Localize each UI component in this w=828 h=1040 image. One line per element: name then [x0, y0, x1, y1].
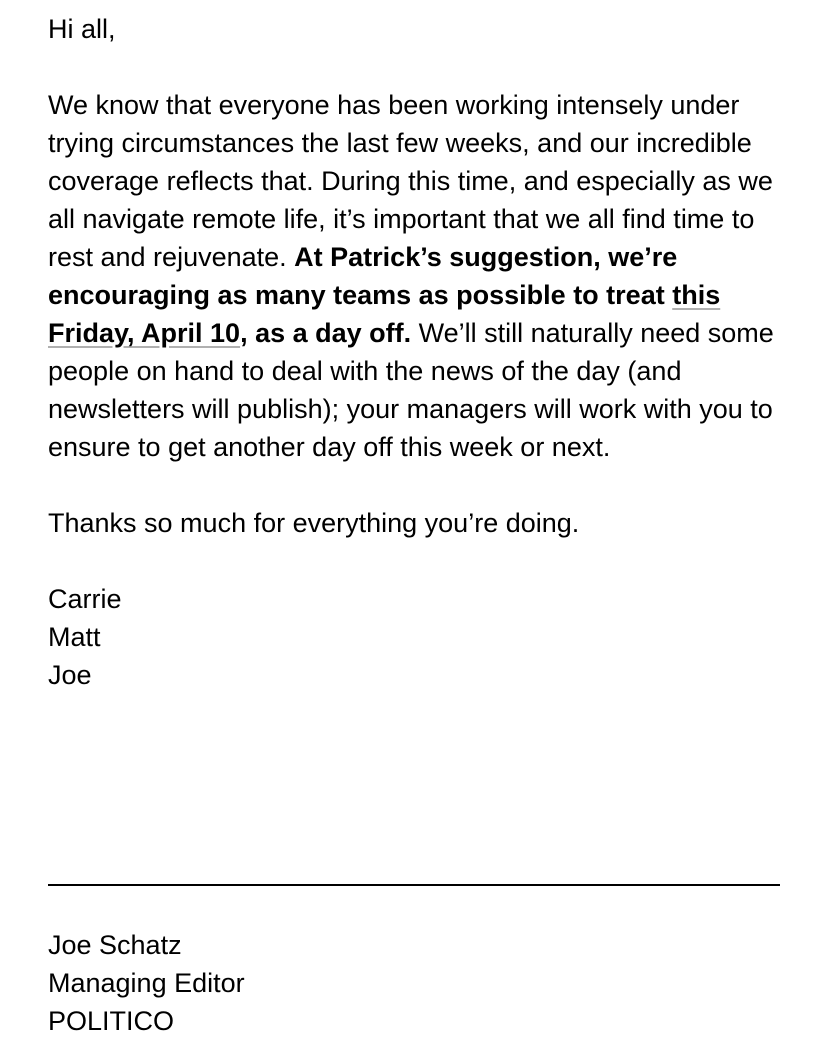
greeting: Hi all,	[48, 14, 116, 44]
signer-name: Carrie	[48, 584, 122, 614]
paragraph-text-outro: We’ll still naturally need some people on hand to deal with the news of the day (and newsletters will publish); your managers will work with you to ensure to get another day off this week or next.	[48, 318, 774, 462]
signature-name: Joe Schatz	[48, 930, 182, 960]
date-link[interactable]: this Friday, April 10	[48, 280, 721, 348]
email-body	[48, 10, 788, 694]
paragraph-text-intro: We know that everyone has been working intensely under trying circumstances the last few weeks, and our incredible coverage reflects that. During this time, and especially as we all navigate remote life, it’s important that we all find time to rest and rejuvenate.	[48, 90, 773, 272]
signer-name: Matt	[48, 622, 101, 652]
bold-text-end: , as a day off.	[240, 318, 412, 348]
signature-block	[48, 926, 245, 1040]
signer-list	[48, 580, 788, 694]
body-paragraph	[48, 86, 788, 466]
signer-name: Joe	[48, 660, 92, 690]
signature-title: Managing Editor	[48, 968, 245, 998]
signature-divider	[48, 884, 780, 886]
thanks-line: Thanks so much for everything you’re doing.	[48, 508, 580, 538]
bold-text-start: At Patrick’s suggestion, we’re encouraging as many teams as possible to treat	[48, 242, 678, 310]
signature-organization: POLITICO	[48, 1006, 175, 1036]
